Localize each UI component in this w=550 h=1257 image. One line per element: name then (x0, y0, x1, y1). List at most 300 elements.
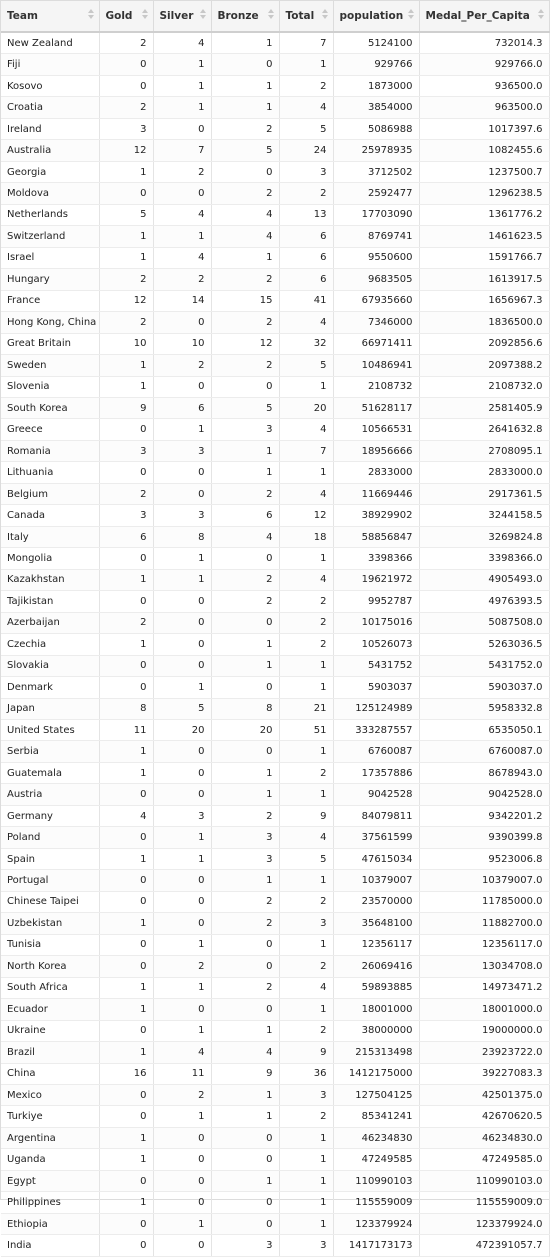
gold-cell: 1 (99, 247, 153, 268)
column-label: Team (7, 10, 38, 22)
total-cell: 1 (279, 54, 333, 75)
table-row (1, 891, 549, 912)
silver-cell: 1 (153, 677, 211, 698)
table-row (1, 1235, 549, 1256)
silver-cell: 0 (153, 312, 211, 333)
total-cell: 2 (279, 1106, 333, 1127)
total-cell: 41 (279, 290, 333, 311)
gold-cell: 0 (99, 934, 153, 955)
team-cell: Philippines (1, 1192, 99, 1213)
team-cell: Turkiye (1, 1106, 99, 1127)
total-cell: 32 (279, 333, 333, 354)
silver-cell: 1 (153, 1213, 211, 1234)
population-cell: 1873000 (333, 75, 419, 96)
gold-cell: 1 (99, 913, 153, 934)
population-cell: 2108732 (333, 376, 419, 397)
bronze-cell: 1 (211, 634, 279, 655)
silver-cell: 0 (153, 999, 211, 1020)
table-row (1, 226, 549, 247)
gold-cell: 0 (99, 462, 153, 483)
column-label: population (339, 10, 404, 22)
medal-per-capita-cell: 732014.3 (419, 32, 549, 54)
silver-cell: 4 (153, 32, 211, 54)
total-cell: 6 (279, 247, 333, 268)
bronze-cell: 0 (211, 161, 279, 182)
silver-cell: 1 (153, 827, 211, 848)
population-cell: 127504125 (333, 1084, 419, 1105)
medal-per-capita-cell: 5263036.5 (419, 634, 549, 655)
total-cell: 1 (279, 999, 333, 1020)
medal-per-capita-cell: 1237500.7 (419, 161, 549, 182)
medal-per-capita-cell: 936500.0 (419, 75, 549, 96)
gold-cell: 1 (99, 569, 153, 590)
silver-cell: 2 (153, 161, 211, 182)
table-row (1, 977, 549, 998)
column-label: Bronze (217, 10, 259, 22)
total-cell: 4 (279, 419, 333, 440)
team-cell: Egypt (1, 1170, 99, 1191)
medal-per-capita-cell: 3269824.8 (419, 526, 549, 547)
population-cell: 17357886 (333, 762, 419, 783)
total-cell: 3 (279, 1084, 333, 1105)
population-cell: 37561599 (333, 827, 419, 848)
column-header-silver[interactable] (153, 1, 211, 32)
table-row (1, 54, 549, 75)
gold-cell: 0 (99, 956, 153, 977)
team-cell: South Africa (1, 977, 99, 998)
team-cell: Tajikistan (1, 591, 99, 612)
silver-cell: 4 (153, 204, 211, 225)
bronze-cell: 1 (211, 1106, 279, 1127)
population-cell: 3398366 (333, 548, 419, 569)
total-cell: 4 (279, 312, 333, 333)
silver-cell: 11 (153, 1063, 211, 1084)
bronze-cell: 4 (211, 526, 279, 547)
bronze-cell: 2 (211, 355, 279, 376)
medal-per-capita-cell: 2581405.9 (419, 397, 549, 418)
gold-cell: 0 (99, 1020, 153, 1041)
silver-cell: 0 (153, 1127, 211, 1148)
gold-cell: 1 (99, 161, 153, 182)
medal-per-capita-cell: 9042528.0 (419, 784, 549, 805)
total-cell: 6 (279, 269, 333, 290)
gold-cell: 0 (99, 1084, 153, 1105)
bronze-cell: 1 (211, 75, 279, 96)
total-cell: 2 (279, 612, 333, 633)
bronze-cell: 0 (211, 999, 279, 1020)
gold-cell: 0 (99, 784, 153, 805)
total-cell: 3 (279, 913, 333, 934)
table-row (1, 290, 549, 311)
silver-cell: 0 (153, 913, 211, 934)
total-cell: 2 (279, 75, 333, 96)
table-row (1, 1170, 549, 1191)
medal-per-capita-cell: 47249585.0 (419, 1149, 549, 1170)
medal-per-capita-cell: 1082455.6 (419, 140, 549, 161)
silver-cell: 0 (153, 870, 211, 891)
column-header-total[interactable] (279, 1, 333, 32)
gold-cell: 2 (99, 483, 153, 504)
total-cell: 12 (279, 505, 333, 526)
silver-cell: 0 (153, 1235, 211, 1256)
table-row (1, 956, 549, 977)
total-cell: 1 (279, 376, 333, 397)
table-row (1, 1149, 549, 1170)
total-cell: 4 (279, 97, 333, 118)
table-row (1, 204, 549, 225)
gold-cell: 1 (99, 1042, 153, 1063)
gold-cell: 0 (99, 870, 153, 891)
medal-per-capita-cell: 23923722.0 (419, 1042, 549, 1063)
total-cell: 9 (279, 1042, 333, 1063)
team-cell: Kazakhstan (1, 569, 99, 590)
bronze-cell: 2 (211, 977, 279, 998)
table-row (1, 655, 549, 676)
table-row (1, 1042, 549, 1063)
table-row (1, 312, 549, 333)
team-cell: South Korea (1, 397, 99, 418)
bronze-cell: 1 (211, 1020, 279, 1041)
total-cell: 24 (279, 140, 333, 161)
medal-per-capita-cell: 4976393.5 (419, 591, 549, 612)
medal-per-capita-cell: 1461623.5 (419, 226, 549, 247)
table-row (1, 397, 549, 418)
team-cell: Canada (1, 505, 99, 526)
team-cell: United States (1, 720, 99, 741)
total-cell: 51 (279, 720, 333, 741)
table-row (1, 376, 549, 397)
team-cell: Mongolia (1, 548, 99, 569)
silver-cell: 3 (153, 805, 211, 826)
total-cell: 1 (279, 870, 333, 891)
bronze-cell: 2 (211, 913, 279, 934)
table-row (1, 483, 549, 504)
population-cell: 58856847 (333, 526, 419, 547)
gold-cell: 0 (99, 1213, 153, 1234)
gold-cell: 2 (99, 97, 153, 118)
bronze-cell: 20 (211, 720, 279, 741)
table-row (1, 440, 549, 461)
team-cell: Belgium (1, 483, 99, 504)
sort-arrows-icon[interactable] (268, 9, 274, 19)
population-cell: 2592477 (333, 183, 419, 204)
population-cell: 9683505 (333, 269, 419, 290)
sort-arrows-icon[interactable] (88, 9, 94, 19)
population-cell: 38000000 (333, 1020, 419, 1041)
total-cell: 2 (279, 1020, 333, 1041)
medal-per-capita-cell: 2708095.1 (419, 440, 549, 461)
column-header-gold[interactable] (99, 1, 153, 32)
team-cell: Kosovo (1, 75, 99, 96)
medal-per-capita-cell: 1591766.7 (419, 247, 549, 268)
team-cell: North Korea (1, 956, 99, 977)
team-cell: Portugal (1, 870, 99, 891)
team-cell: Sweden (1, 355, 99, 376)
silver-cell: 1 (153, 934, 211, 955)
bronze-cell: 2 (211, 483, 279, 504)
bronze-cell: 4 (211, 204, 279, 225)
medal-per-capita-cell: 1656967.3 (419, 290, 549, 311)
medal-per-capita-cell: 2092856.6 (419, 333, 549, 354)
bronze-cell: 2 (211, 569, 279, 590)
gold-cell: 0 (99, 548, 153, 569)
bronze-cell: 2 (211, 805, 279, 826)
table-row (1, 97, 549, 118)
bronze-cell: 1 (211, 32, 279, 54)
silver-cell: 0 (153, 462, 211, 483)
gold-cell: 2 (99, 612, 153, 633)
total-cell: 2 (279, 591, 333, 612)
gold-cell: 0 (99, 54, 153, 75)
bronze-cell: 0 (211, 612, 279, 633)
silver-cell: 0 (153, 118, 211, 139)
column-label: Total (285, 10, 315, 22)
population-cell: 3854000 (333, 97, 419, 118)
medal-per-capita-cell: 6760087.0 (419, 741, 549, 762)
silver-cell: 2 (153, 1084, 211, 1105)
table-body (1, 32, 549, 1256)
gold-cell: 10 (99, 333, 153, 354)
column-label: Medal_Per_Capita (425, 10, 530, 22)
population-cell: 10526073 (333, 634, 419, 655)
table-row (1, 1106, 549, 1127)
population-cell: 110990103 (333, 1170, 419, 1191)
silver-cell: 0 (153, 183, 211, 204)
population-cell: 10175016 (333, 612, 419, 633)
column-label: Silver (159, 10, 194, 22)
team-cell: Spain (1, 848, 99, 869)
team-cell: Ukraine (1, 1020, 99, 1041)
population-cell: 10379007 (333, 870, 419, 891)
total-cell: 1 (279, 1192, 333, 1213)
medal-per-capita-cell: 42670620.5 (419, 1106, 549, 1127)
total-cell: 1 (279, 1127, 333, 1148)
gold-cell: 3 (99, 440, 153, 461)
medal-per-capita-cell: 9523006.8 (419, 848, 549, 869)
team-cell: Ecuador (1, 999, 99, 1020)
gold-cell: 1 (99, 1127, 153, 1148)
silver-cell: 7 (153, 140, 211, 161)
silver-cell: 1 (153, 1106, 211, 1127)
bronze-cell: 4 (211, 226, 279, 247)
medal-per-capita-cell: 929766.0 (419, 54, 549, 75)
medal-per-capita-cell: 3244158.5 (419, 505, 549, 526)
bronze-cell: 0 (211, 1213, 279, 1234)
population-cell: 47249585 (333, 1149, 419, 1170)
total-cell: 2 (279, 634, 333, 655)
medal-per-capita-cell: 2641632.8 (419, 419, 549, 440)
medal-per-capita-cell: 42501375.0 (419, 1084, 549, 1105)
population-cell: 8769741 (333, 226, 419, 247)
team-cell: Mexico (1, 1084, 99, 1105)
population-cell: 18956666 (333, 440, 419, 461)
medal-per-capita-cell: 11882700.0 (419, 913, 549, 934)
total-cell: 1 (279, 741, 333, 762)
population-cell: 67935660 (333, 290, 419, 311)
sort-arrows-icon[interactable] (408, 9, 414, 19)
medal-per-capita-cell: 1017397.6 (419, 118, 549, 139)
gold-cell: 12 (99, 140, 153, 161)
bronze-cell: 8 (211, 698, 279, 719)
table-row (1, 612, 549, 633)
gold-cell: 0 (99, 591, 153, 612)
total-cell: 18 (279, 526, 333, 547)
gold-cell: 1 (99, 226, 153, 247)
population-cell: 929766 (333, 54, 419, 75)
silver-cell: 1 (153, 54, 211, 75)
medal-per-capita-cell: 14973471.2 (419, 977, 549, 998)
medal-per-capita-cell: 9390399.8 (419, 827, 549, 848)
silver-cell: 1 (153, 848, 211, 869)
medal-per-capita-cell: 39227083.3 (419, 1063, 549, 1084)
population-cell: 17703090 (333, 204, 419, 225)
bronze-cell: 1 (211, 784, 279, 805)
team-cell: Uzbekistan (1, 913, 99, 934)
bronze-cell: 3 (211, 419, 279, 440)
medal-per-capita-cell: 10379007.0 (419, 870, 549, 891)
gold-cell: 0 (99, 1170, 153, 1191)
bronze-cell: 1 (211, 440, 279, 461)
team-cell: Lithuania (1, 462, 99, 483)
team-cell: Moldova (1, 183, 99, 204)
bronze-cell: 0 (211, 548, 279, 569)
medal-per-capita-cell: 1613917.5 (419, 269, 549, 290)
bronze-cell: 2 (211, 312, 279, 333)
medal-per-capita-cell: 472391057.7 (419, 1235, 549, 1256)
team-cell: Tunisia (1, 934, 99, 955)
sort-arrows-icon[interactable] (200, 9, 206, 19)
team-cell: Japan (1, 698, 99, 719)
silver-cell: 2 (153, 269, 211, 290)
silver-cell: 0 (153, 1149, 211, 1170)
table-row (1, 677, 549, 698)
silver-cell: 20 (153, 720, 211, 741)
column-header-bronze[interactable] (211, 1, 279, 32)
bronze-cell: 1 (211, 97, 279, 118)
total-cell: 4 (279, 569, 333, 590)
bronze-cell: 1 (211, 1170, 279, 1191)
table-row (1, 741, 549, 762)
team-cell: Argentina (1, 1127, 99, 1148)
silver-cell: 14 (153, 290, 211, 311)
gold-cell: 1 (99, 977, 153, 998)
bronze-cell: 12 (211, 333, 279, 354)
silver-cell: 1 (153, 569, 211, 590)
sort-arrows-icon[interactable] (538, 9, 544, 19)
sort-arrows-icon[interactable] (142, 9, 148, 19)
team-cell: Uganda (1, 1149, 99, 1170)
table-row (1, 183, 549, 204)
table-row (1, 698, 549, 719)
bronze-cell: 5 (211, 140, 279, 161)
bronze-cell: 0 (211, 1192, 279, 1213)
medal-per-capita-cell: 8678943.0 (419, 762, 549, 783)
silver-cell: 10 (153, 333, 211, 354)
gold-cell: 1 (99, 355, 153, 376)
population-cell: 19621972 (333, 569, 419, 590)
total-cell: 20 (279, 397, 333, 418)
bronze-cell: 15 (211, 290, 279, 311)
population-cell: 5431752 (333, 655, 419, 676)
column-header-population[interactable] (333, 1, 419, 32)
population-cell: 47615034 (333, 848, 419, 869)
total-cell: 1 (279, 1170, 333, 1191)
gold-cell: 1 (99, 376, 153, 397)
table-row (1, 1192, 549, 1213)
team-cell: Netherlands (1, 204, 99, 225)
medal-per-capita-cell: 5903037.0 (419, 677, 549, 698)
table-row (1, 161, 549, 182)
silver-cell: 0 (153, 891, 211, 912)
total-cell: 1 (279, 934, 333, 955)
table-row (1, 634, 549, 655)
bronze-cell: 0 (211, 1127, 279, 1148)
silver-cell: 0 (153, 483, 211, 504)
total-cell: 2 (279, 956, 333, 977)
team-cell: Israel (1, 247, 99, 268)
total-cell: 3 (279, 161, 333, 182)
table-row (1, 526, 549, 547)
sort-arrows-icon[interactable] (322, 9, 328, 19)
total-cell: 7 (279, 440, 333, 461)
gold-cell: 0 (99, 419, 153, 440)
table-row (1, 720, 549, 741)
column-label: Gold (105, 10, 133, 22)
population-cell: 6760087 (333, 741, 419, 762)
medal-per-capita-cell: 13034708.0 (419, 956, 549, 977)
bronze-cell: 0 (211, 376, 279, 397)
population-cell: 38929902 (333, 505, 419, 526)
population-cell: 5086988 (333, 118, 419, 139)
population-cell: 5124100 (333, 32, 419, 54)
population-cell: 23570000 (333, 891, 419, 912)
medal-per-capita-cell: 2097388.2 (419, 355, 549, 376)
population-cell: 9952787 (333, 591, 419, 612)
gold-cell: 0 (99, 1106, 153, 1127)
table-row (1, 870, 549, 891)
total-cell: 1 (279, 655, 333, 676)
medal-per-capita-cell: 1361776.2 (419, 204, 549, 225)
team-cell: Guatemala (1, 762, 99, 783)
gold-cell: 12 (99, 290, 153, 311)
gold-cell: 1 (99, 1192, 153, 1213)
population-cell: 10566531 (333, 419, 419, 440)
medal-per-capita-cell: 123379924.0 (419, 1213, 549, 1234)
silver-cell: 0 (153, 591, 211, 612)
table-row (1, 462, 549, 483)
total-cell: 13 (279, 204, 333, 225)
total-cell: 5 (279, 355, 333, 376)
silver-cell: 0 (153, 1170, 211, 1191)
bronze-cell: 1 (211, 462, 279, 483)
total-cell: 4 (279, 827, 333, 848)
table-row (1, 1127, 549, 1148)
gold-cell: 0 (99, 75, 153, 96)
column-header-medal-per-capita[interactable] (419, 1, 549, 32)
gold-cell: 1 (99, 848, 153, 869)
population-cell: 84079811 (333, 805, 419, 826)
total-cell: 1 (279, 548, 333, 569)
gold-cell: 4 (99, 805, 153, 826)
team-cell: France (1, 290, 99, 311)
gold-cell: 6 (99, 526, 153, 547)
total-cell: 3 (279, 1235, 333, 1256)
silver-cell: 0 (153, 376, 211, 397)
bronze-cell: 0 (211, 956, 279, 977)
gold-cell: 11 (99, 720, 153, 741)
team-cell: Brazil (1, 1042, 99, 1063)
column-header-team[interactable] (1, 1, 99, 32)
